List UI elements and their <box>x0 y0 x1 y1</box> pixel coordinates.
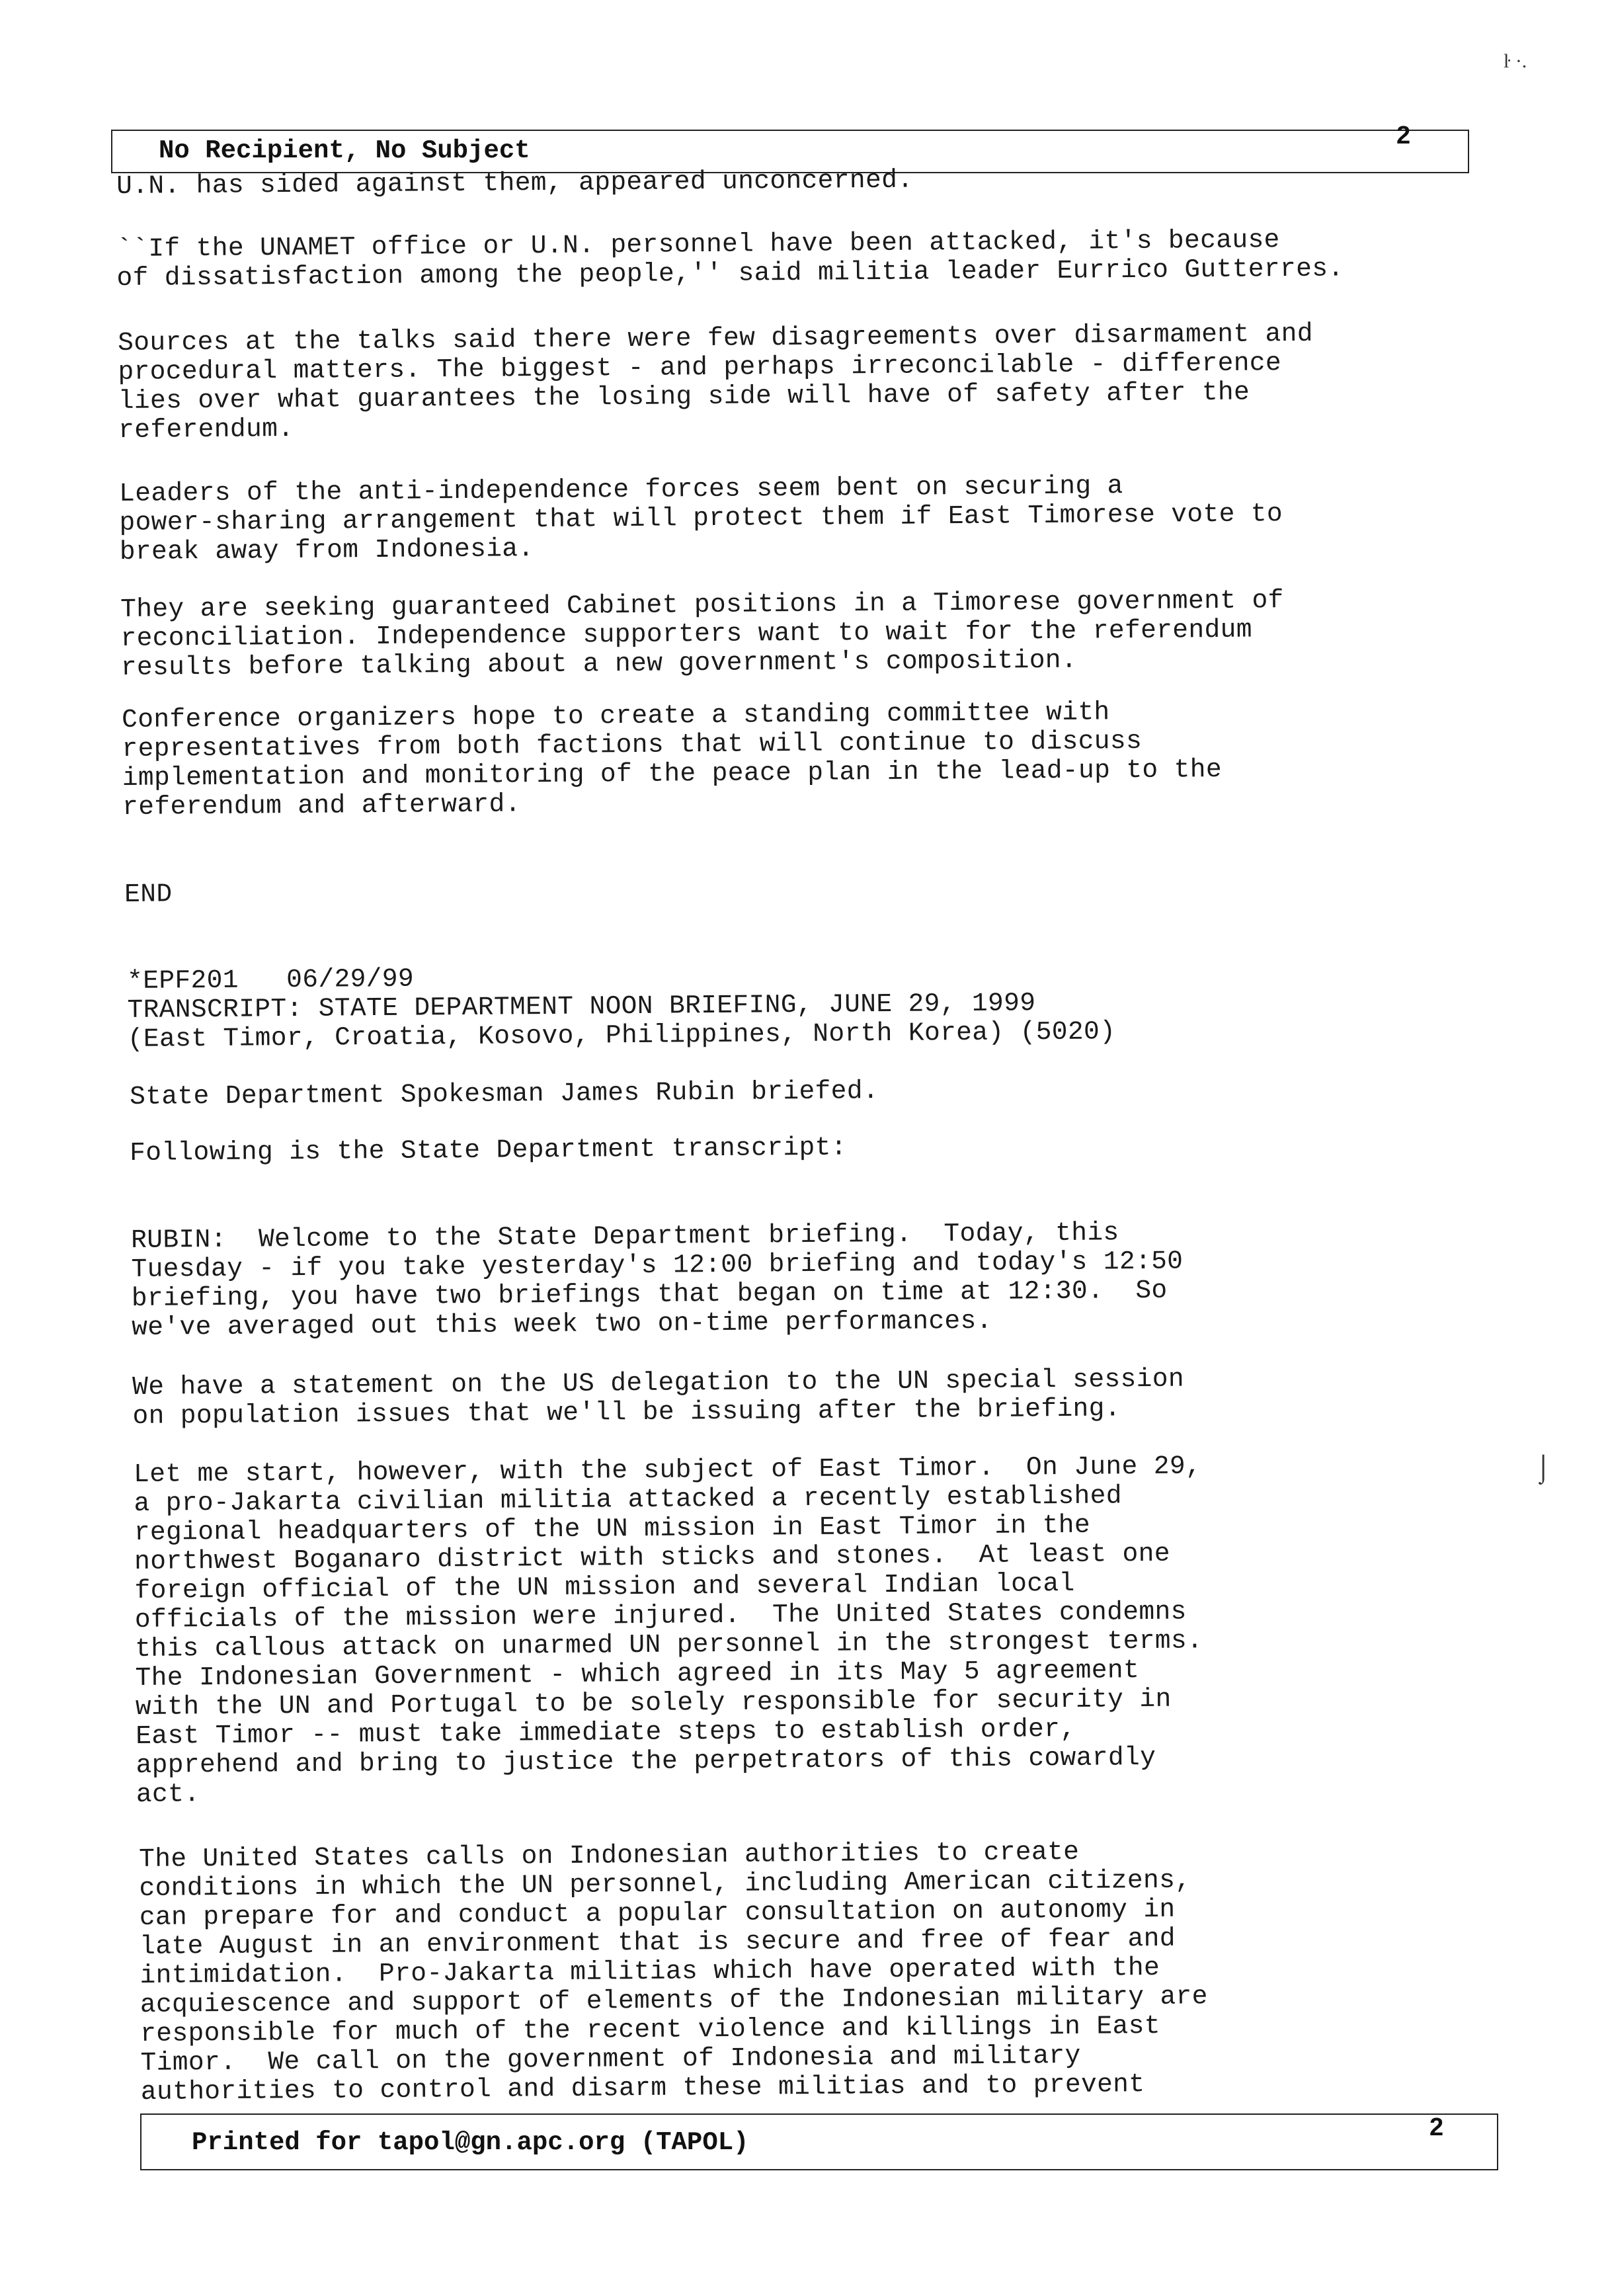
paragraph: U.N. has sided against them, appeared unconcerned. <box>116 165 914 201</box>
paragraph: Following is the State Department transcript: <box>129 1132 847 1168</box>
paragraph: Let me start, however, with the subject of East Timor. On June 29, a pro-Jakarta civilian militia attacked a recently established regional headquarters of the UN mission in East Timor in the northwest Boganaro district with sticks and stones. At least one foreign official of the UN mission and several Indian local officials of the mission were injured. The United States condemns this callous attack on unarmed UN personnel in the strongest terms. The Indonesian Government - which agreed in its May 5 agreement with the UN and Portugal to be solely responsible for security in East Timor -- must take immediate steps to establish order, apprehend and bring to justice the perpetrators of this cowardly act. <box>133 1451 1203 1809</box>
paragraph: The United States calls on Indonesian authorities to create conditions in which the UN personnel, including American citizens, can prepare for and conduct a popular consultation on autonomy in late August in an environment that is secure and free of fear and intimidation. Pro-Jakarta militias which have operated with the acquiescence and support of elements of the Indonesian military are responsible for much of the recent violence and killings in East Timor. We call on the government of Indonesia and military authorities to control and disarm these militias and to prevent <box>138 1836 1208 2107</box>
scan-mark: ŀ ·. <box>1504 50 1527 72</box>
paragraph: RUBIN: Welcome to the State Department briefing. Today, this Tuesday - if you take yesterday's 12:00 briefing and today's 12:50 briefing, you have two briefings that began on time at 12:30. So we've averaged out this week two on-time performances. <box>130 1217 1184 1342</box>
footer-page-number: 2 <box>1429 2113 1444 2141</box>
header-page-number: 2 <box>1396 122 1411 149</box>
paragraph: ``If the UNAMET office or U.N. personnel have been attacked, it's because of dissatisfaction among the people,'' said militia leader Eurrico Gutterres. <box>116 225 1344 293</box>
paragraph: Conference organizers hope to create a standing committee with representatives from both factions that will continue to discuss implementation and monitoring of the peace plan in the lead-up to the referendum and afterward. <box>121 697 1223 822</box>
paragraph: Leaders of the anti-independence forces seem bent on securing a power-sharing arrangement that will protect them if East Timorese vote to break away from Indonesia. <box>118 471 1283 567</box>
paragraph: State Department Spokesman James Rubin briefed. <box>129 1076 879 1112</box>
paragraph: *EPF201 06/29/99 TRANSCRIPT: STATE DEPARTMENT NOON BRIEFING, JUNE 29, 1999 (East Timor, Croatia, Kosovo, Philippines, North Korea) (5020) <box>126 964 1116 1054</box>
scan-mark: ⌡ <box>1535 1453 1552 1483</box>
paragraph: We have a statement on the US delegation to the UN special session on population issues that we'll be issuing after the briefing. <box>132 1364 1185 1431</box>
header-title: No Recipient, No Subject <box>159 136 530 165</box>
paragraph: They are seeking guaranteed Cabinet positions in a Timorese government of reconciliation. Independence supporters want to wait for the referendum results before talking about a new government's composition. <box>120 585 1284 682</box>
paragraph: END <box>124 879 173 909</box>
footer-printed-for: Printed for tapol@gn.apc.org (TAPOL) <box>192 2128 749 2157</box>
paragraph: Sources at the talks said there were few disagreements over disarmament and procedural matters. The biggest - and perhaps irreconcilable - difference lies over what guarantees the losing side will have of safety after the referendum. <box>117 318 1314 445</box>
